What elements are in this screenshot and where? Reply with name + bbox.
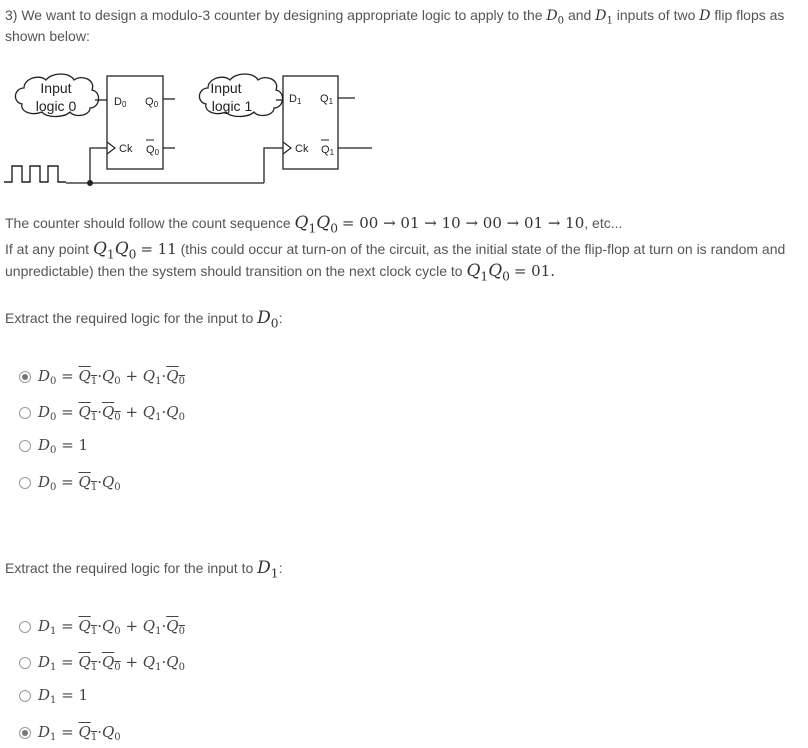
ff1-ck-label: Ck: [295, 143, 309, 155]
math-d0-prompt: $D_0$: [257, 308, 279, 331]
circuit-diagram: [0, 62, 400, 192]
ff0-q-label: Q: [145, 96, 154, 108]
d1-option-1[interactable]: [19, 615, 185, 639]
random-text-2: (this could occur at turn-on of the circuit, as the initial state of the flip-flop at turn on is random and: [180, 241, 786, 257]
math-q1q0: $Q_1Q_0$: [294, 213, 338, 236]
ff0-q-sub: 0: [153, 100, 159, 109]
math-d0: $D_0$: [546, 8, 565, 27]
question-text-4: shown below:: [5, 28, 90, 44]
ff1-q-sub: 1: [328, 97, 334, 106]
clock-waveform: [4, 166, 66, 182]
ff1-d-label: D: [289, 93, 297, 105]
cloud1-line1: Input: [210, 80, 242, 96]
random-text: If at any point: [5, 241, 90, 257]
sequence-etc: , etc...: [584, 215, 623, 231]
d0-option-4[interactable]: [19, 471, 121, 495]
d1-option-3-expr: $D_1 = 1$: [38, 686, 89, 706]
question-text-3: flip flops as: [714, 7, 785, 23]
math-d1-prompt: $D_1$: [257, 558, 279, 581]
d0-option-4-expr: $D_0 = Q_1\cdot Q_0$: [38, 473, 121, 493]
question-line-2: [5, 26, 90, 46]
ff0-qbar-sub: 0: [154, 148, 160, 157]
ff1-q-label: Q: [320, 93, 329, 105]
input-logic-1-cloud: [199, 74, 282, 117]
d1-option-1-expr: $D_1 = Q_1\cdot Q_0 + Q_1\cdot Q_0$: [38, 617, 185, 637]
d0-option-3[interactable]: [19, 434, 88, 458]
radio-button[interactable]: [19, 621, 31, 633]
d1-option-4[interactable]: [19, 721, 121, 745]
question-text-2: inputs of two: [616, 7, 696, 23]
math-d1: $D_1$: [595, 8, 613, 27]
d1-prompt-text: Extract the required logic for the input to: [5, 560, 254, 576]
random-line-2: [5, 261, 555, 286]
d1-option-2[interactable]: [19, 651, 185, 675]
ff0-qbar-label: Q: [146, 144, 155, 156]
d0-option-2-expr: $D_0 = Q_1\cdot Q_0 + Q_1\cdot Q_0$: [38, 403, 185, 423]
random-target: = 01.: [513, 262, 556, 280]
d1-option-4-expr: $D_1 = Q_1\cdot Q_0$: [38, 723, 121, 743]
input-logic-0-cloud: [15, 74, 98, 117]
radio-button[interactable]: [19, 477, 31, 489]
math-q1q0-c: $Q_1Q_0$: [466, 261, 510, 284]
d0-option-3-expr: $D_0 = 1$: [38, 436, 89, 456]
question-line-1: [5, 5, 784, 32]
cloud1-line2: logic 1: [211, 98, 253, 114]
cloud0-line1: Input: [40, 80, 72, 96]
d0-prompt: Extract the required logic for the input to $D_0$:: [5, 308, 283, 331]
radio-button[interactable]: [19, 371, 31, 383]
and-text: and: [567, 7, 592, 23]
math-d: D: [699, 8, 711, 24]
ff0-d-sub: 0: [121, 100, 127, 109]
ff0-ck-label: Ck: [119, 143, 133, 155]
radio-button[interactable]: [19, 727, 31, 739]
d1-prompt: Extract the required logic for the input to $D_1$:: [5, 558, 283, 581]
radio-button[interactable]: [19, 440, 31, 452]
d0-option-1[interactable]: [19, 365, 185, 389]
ff1-qbar-label: Q: [321, 144, 330, 156]
ff0-d-label: D: [114, 96, 122, 108]
math-q1q0-b: $Q_1Q_0$: [92, 239, 137, 262]
radio-button[interactable]: [19, 407, 31, 419]
d1-option-3[interactable]: [19, 684, 88, 708]
sequence-text: The counter should follow the count sequence: [5, 215, 291, 231]
d1-option-2-expr: $D_1 = Q_1\cdot Q_0 + Q_1\cdot Q_0$: [38, 653, 185, 673]
d0-option-1-expr: $D_0 = Q_1\cdot Q_0 + Q_1\cdot Q_0$: [38, 367, 185, 387]
ff1-d-sub: 1: [296, 97, 302, 106]
d0-prompt-text: Extract the required logic for the input to: [5, 310, 254, 326]
radio-button[interactable]: [19, 690, 31, 702]
ff1-qbar-sub: 1: [329, 148, 335, 157]
random-value: = 11: [140, 240, 177, 258]
question-text: 3) We want to design a modulo-3 counter by designing appropriate logic to apply to the: [5, 7, 543, 23]
radio-button[interactable]: [19, 657, 31, 669]
cloud0-line2: logic 0: [35, 98, 77, 114]
random-text-3: unpredictable) then the system should transition on the next clock cycle to: [5, 263, 463, 279]
sequence-line: [5, 213, 622, 238]
sequence-values: = 00 → 01 → 10 → 00 → 01 → 10: [341, 214, 585, 232]
d0-option-2[interactable]: [19, 401, 185, 425]
